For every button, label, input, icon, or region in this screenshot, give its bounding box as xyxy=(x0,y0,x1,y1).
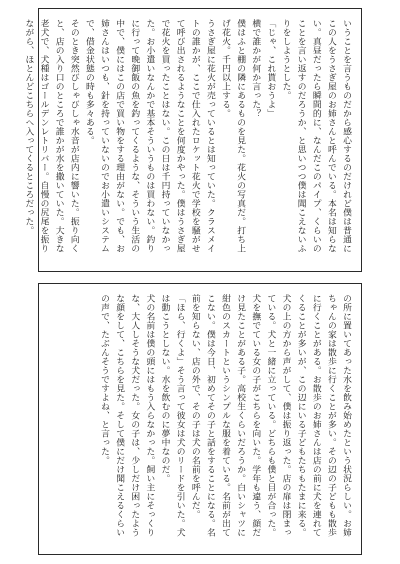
paragraph: の所に置いてあった水を飲み始めたという状況らしい。お姉ちゃんの家は散歩に行くことが多い。その辺の子どもも散歩に行くことがある。お散歩のお姉さんは店の前に犬を連れてくることが多いが、この辺にいる子どもたちもたまに来る。 xyxy=(295,294,351,537)
paragraph: 横で誰かが何か言った？ xyxy=(250,19,261,118)
paragraph: うさぎ屋に花火が売っているとは知っていた。クラスメイトの誰かが、ここで仕入れたロケット花火で学校を騒がせて呼び出されるようなことを何度かやった。僕はうさぎ屋で花火を買ったことはない。この日は千円持っていなかった。お小遣いなんかで基本そういうものは買わない。釣りに行って晩御飯の魚を釣ってくるような、そういう生活の中で、僕にはこの店で買い物をする理由がない。でも、お姉さんはいつも、針を持っていないのでお小遣いシステムで、借金状態の時も多々ある。 xyxy=(83,19,215,253)
paragraph: 「ほら、行くよ」そう言って彼女は犬のリードを引いた。犬は動こうとしない。水を飲むのに夢中なのだ。 xyxy=(159,294,185,537)
text-panel-top xyxy=(23,8,362,272)
paragraph: いうことを言うものだから感心するのだけれど僕は普通にこの人をうさぎ屋のお姉さんと呼んでいる。本名は知らない。真昼だったら瞬間的に、なんだこのパイプ、くらいのことを言い返すのだろうか、と思いつつ僕は聞こえないふりをしようとした。 xyxy=(280,19,351,253)
vertical-text-bottom xyxy=(47,294,353,544)
paragraph: 僕はふと棚の隣にあるものを見た。花火の写真だ。打ち上げ花火。千円以上する。 xyxy=(220,19,246,253)
text-panel-bottom xyxy=(38,283,362,555)
paragraph: 「じゃ、これ貰おうよ」 xyxy=(265,19,276,118)
paragraph: そのとき突然びしゃびしゃ水音が店内に響いた。振り向くと、店の入り口のところで誰かが水を撒いていた。大きな老犬で、犬種はゴールデンレトリバー。自慢の尻尾を振りながら、ほとんどこちらへ入ってくるところだった。 xyxy=(23,19,79,253)
paragraph: 犬の上の方から声がして、僕は振り返った。店の扉は閉まっている。犬と一緒に立っている。どちらも僕と目が合った。 xyxy=(265,294,291,537)
paragraph: 犬を撫でている女の子がこちらを向いた。学年も違う、顔だけ見たことがある子。高校生くらいだろうか。白いシャツに紺色のスカートというシンプルな服を着ている。名前が出てこない。僕は今日、初めてその子と話をすることになる。名前を知らない、店の外で、その子は犬の名前を呼んだ。 xyxy=(189,294,261,537)
vertical-text-top xyxy=(23,19,353,261)
paragraph: 犬の名前は僕の頭にはもう入らなかった。飼い主にそっくりな、大人しそうな犬だった。女の子は、少しだけ困ったような顔をして、こちらを見た。そして僕にだけ聞こえるくらいの声で、たぶんそうですよね、と言った。 xyxy=(99,294,155,537)
